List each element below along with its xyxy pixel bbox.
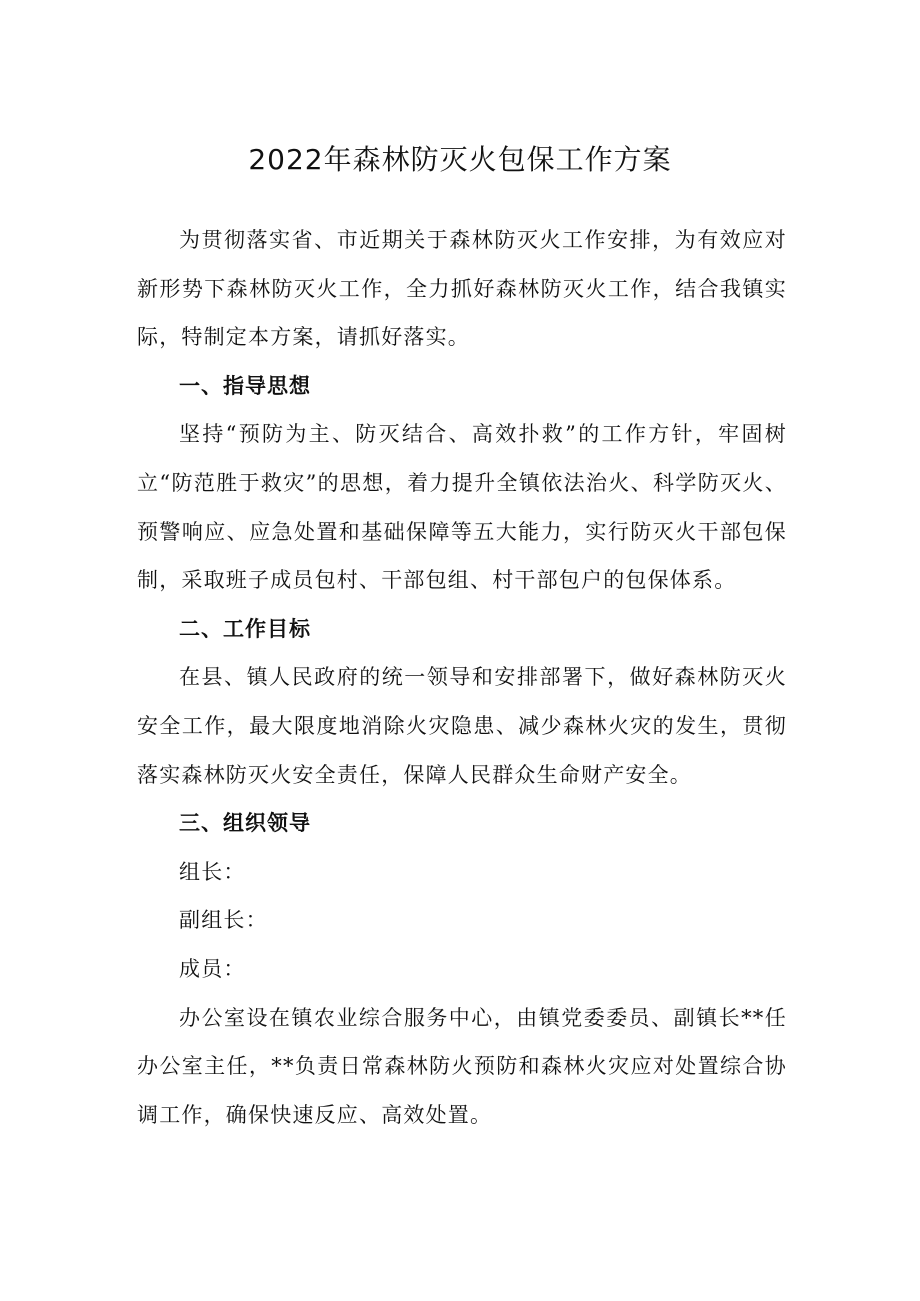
section-heading-work-goals: 二、工作目标 (179, 616, 311, 641)
section-body-guiding-ideology: 坚持“预防为主、防灭结合、高效扑救”的工作方针，牢固树立“防范胜于救灾”的思想，着力提升全镇依法治火、科学防灭火、预警响应、应急处置和基础保障等五大能力，实行防灭火干部包保制，采取班子成员包村、干部包组、村干部包户的包保体系。 (137, 422, 787, 593)
document-title: 2022年森林防灭火包保工作方案 (248, 143, 672, 176)
section-body-work-goals: 在县、镇人民政府的统一领导和安排部署下，做好森林防灭火安全工作，最大限度地消除火灾隐患、减少森林火灾的发生，贯彻落实森林防灭火安全责任，保障人民群众生命财产安全。 (137, 665, 787, 787)
section-heading-guiding-ideology: 一、指导思想 (179, 373, 311, 398)
section-body-organization: 办公室设在镇农业综合服务中心，由镇党委委员、副镇长**任办公室主任，**负责日常森林防火预防和森林火灾应对处置综合协调工作，确保快速反应、高效处置。 (137, 1005, 787, 1127)
section-heading-organization: 三、组织领导 (179, 811, 311, 836)
label-deputy-team-leader: 副组长： (179, 908, 268, 933)
intro-paragraph: 为贯彻落实省、市近期关于森林防灭火工作安排，为有效应对新形势下森林防灭火工作，全力抓好森林防灭火工作，结合我镇实际，特制定本方案，请抓好落实。 (137, 228, 787, 350)
label-members: 成员： (179, 956, 246, 981)
label-team-leader: 组长： (179, 859, 246, 884)
document-body (137, 216, 787, 1139)
